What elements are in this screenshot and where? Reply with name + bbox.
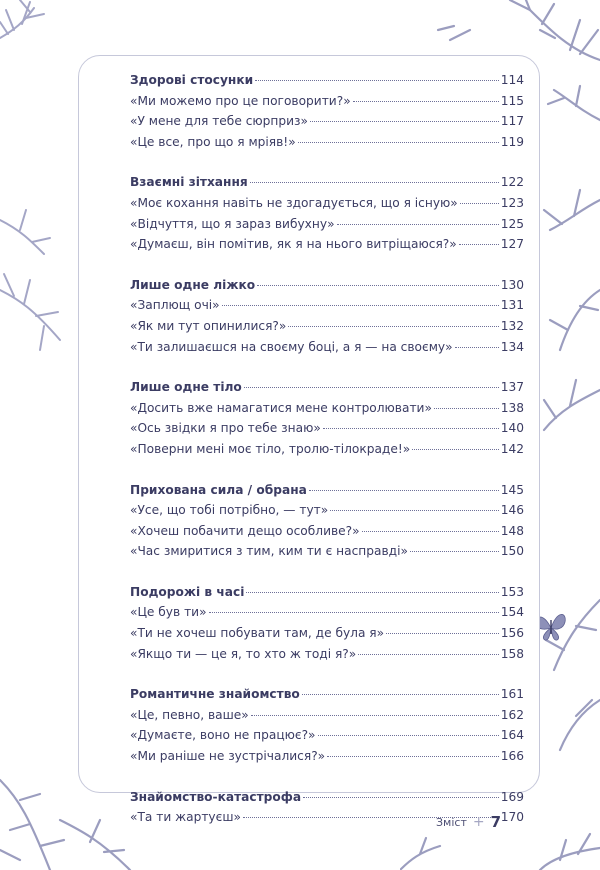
toc-entry[interactable]	[130, 135, 524, 156]
toc-entry-title: «Це, певно, ваше»	[130, 707, 249, 722]
page-footer	[436, 812, 501, 832]
toc-entry-title: «Ти залишаєшся на своєму боці, а я — на своєму»	[130, 339, 453, 354]
toc-section-heading-page: 122	[500, 175, 524, 190]
dot-leader	[222, 305, 499, 306]
toc-entry[interactable]	[130, 217, 524, 238]
page-number: 7	[490, 813, 502, 831]
toc-entry-title: «Час змиритися з тим, ким ти є насправді»	[130, 544, 408, 559]
toc-section-heading[interactable]	[130, 585, 524, 606]
toc-section-heading[interactable]	[130, 175, 524, 196]
dot-leader	[250, 182, 499, 183]
toc-section-heading-title: Прихована сила / обрана	[130, 482, 307, 497]
toc-entry[interactable]	[130, 340, 524, 361]
toc-entry-page: 140	[500, 421, 524, 436]
toc-section	[130, 687, 524, 769]
toc-entry-page: 146	[500, 503, 524, 518]
footer-separator: +	[472, 814, 485, 830]
toc-section	[130, 483, 524, 565]
toc-section-heading[interactable]	[130, 278, 524, 299]
toc-entry[interactable]	[130, 196, 524, 217]
toc-entry-page: 134	[500, 339, 524, 354]
dot-leader	[362, 531, 499, 532]
dot-leader	[353, 101, 499, 102]
toc-section-heading-title: Здорові стосунки	[130, 73, 254, 87]
dot-leader	[209, 612, 499, 613]
toc-entry-page: 117	[500, 114, 524, 129]
toc-entry[interactable]	[130, 503, 524, 524]
toc-entry[interactable]	[130, 401, 524, 422]
toc-section-heading-page: 169	[500, 789, 524, 804]
toc-section-heading[interactable]	[130, 380, 524, 401]
toc-entry[interactable]	[130, 442, 524, 463]
dot-leader	[323, 428, 499, 429]
toc-entry-title: «Моє кохання навіть не здогадується, що я існую»	[130, 195, 458, 210]
toc-entry[interactable]	[130, 94, 524, 115]
toc-entry[interactable]	[130, 114, 524, 135]
toc-section	[130, 73, 524, 155]
dot-leader	[309, 490, 499, 491]
toc-entry-title: «Думаєш, він помітив, як я на нього витріщаюся?»	[130, 237, 457, 252]
toc-entry-page: 131	[500, 298, 524, 313]
toc-entry-page: 132	[500, 318, 524, 333]
toc-entry-title: «Досить вже намагатися мене контролювати»	[130, 400, 432, 415]
toc-entry[interactable]	[130, 421, 524, 442]
toc-entry-page: 150	[500, 544, 524, 559]
dot-leader	[257, 285, 499, 286]
toc-entry-title: «Заплющ очі»	[130, 298, 220, 313]
tree-branch-left	[0, 180, 80, 360]
toc-entry[interactable]	[130, 298, 524, 319]
toc-entry-title: «Це був ти»	[130, 605, 207, 620]
toc-entry[interactable]	[130, 708, 524, 729]
dot-leader	[459, 244, 499, 245]
toc-entry-title: «Як ми тут опинилися?»	[130, 318, 287, 333]
dot-leader	[337, 224, 499, 225]
dot-leader	[434, 408, 499, 409]
toc-entry[interactable]	[130, 749, 524, 770]
toc-section-heading-page: 153	[500, 584, 524, 599]
toc-entry[interactable]	[130, 626, 524, 647]
dot-leader	[255, 80, 499, 81]
toc-entry-page: 158	[500, 646, 524, 661]
toc-entry-page: 170	[500, 810, 524, 825]
toc-entry-title: «Ми раніше не зустрічалися?»	[130, 749, 326, 764]
toc-section	[130, 175, 524, 257]
dot-leader	[330, 510, 498, 511]
toc-section-heading-title: Лише одне ліжко	[130, 277, 256, 292]
dot-leader	[455, 347, 499, 348]
dot-leader	[410, 551, 499, 552]
dot-leader	[310, 121, 499, 122]
toc-section-heading-page: 130	[500, 277, 524, 292]
dot-leader	[302, 694, 499, 695]
tree-branch-bottom-right	[400, 830, 600, 870]
toc-entry-page: 166	[500, 749, 524, 764]
toc-section-heading-title: Взаємні зітхання	[130, 175, 248, 190]
toc-section-heading[interactable]	[130, 790, 524, 811]
footer-section-label: Зміст	[436, 815, 467, 829]
toc-entry[interactable]	[130, 728, 524, 749]
toc-entry-page: 148	[500, 523, 524, 538]
dot-leader	[246, 592, 498, 593]
toc-section-heading-title: Подорожі в часі	[130, 584, 245, 599]
toc-entry-title: «Хочеш побачити дещо особливе?»	[130, 523, 360, 538]
toc-section-heading[interactable]	[130, 483, 524, 504]
dot-leader	[298, 142, 499, 143]
toc-entry-page: 164	[500, 728, 524, 743]
toc-entry-title: «У мене для тебе сюрприз»	[130, 114, 308, 129]
toc-section-heading[interactable]	[130, 73, 524, 94]
toc-entry[interactable]	[130, 605, 524, 626]
toc-entry-page: 138	[500, 400, 524, 415]
toc-entry-title: «Це все, про що я мріяв!»	[130, 134, 296, 149]
toc-entry-title: «Усе, що тобі потрібно, — тут»	[130, 503, 329, 518]
toc-section-heading-title: Знайомство-катастрофа	[130, 789, 302, 804]
toc-entry-title: «Поверни мені моє тіло, тролю-тілокраде!»	[130, 441, 411, 456]
dot-leader	[386, 633, 499, 634]
toc-entry-page: 162	[500, 707, 524, 722]
toc-entry-page: 142	[500, 441, 524, 456]
dot-leader	[358, 654, 499, 655]
toc-section-heading-page: 145	[500, 482, 524, 497]
dot-leader	[303, 797, 499, 798]
toc-section-heading[interactable]	[130, 687, 524, 708]
toc-section	[130, 380, 524, 462]
toc-section	[130, 585, 524, 667]
toc-entry-title: «Якщо ти — це я, то хто ж тоді я?»	[130, 646, 357, 661]
toc-section-heading-page: 114	[500, 73, 524, 87]
dot-leader	[412, 449, 499, 450]
toc-entry-page: 127	[500, 237, 524, 252]
tree-branch-top-left	[0, 0, 80, 70]
toc-entry-title: «Ти не хочеш побувати там, де була я»	[130, 626, 385, 641]
toc-section-heading-title: Лише одне тіло	[130, 380, 242, 395]
tree-branch-right	[540, 160, 600, 760]
toc-entry-page: 119	[500, 134, 524, 149]
toc-section	[130, 278, 524, 360]
toc-entry-title: «Ось звідки я про тебе знаю»	[130, 421, 321, 436]
dot-leader	[251, 715, 499, 716]
toc-entry[interactable]	[130, 647, 524, 668]
toc-section-heading-title: Романтичне знайомство	[130, 687, 300, 702]
toc-section-heading-page: 161	[500, 687, 524, 702]
toc-entry[interactable]	[130, 524, 524, 545]
toc-entry-page: 156	[500, 626, 524, 641]
toc-entry-title: «Відчуття, що я зараз вибухну»	[130, 216, 335, 231]
toc-entry[interactable]	[130, 237, 524, 258]
toc-entry-title: «Ми можемо про це поговорити?»	[130, 93, 351, 108]
toc-entry-title: «Та ти жартуєш»	[130, 810, 241, 825]
dot-leader	[460, 203, 499, 204]
toc-entry-page: 115	[500, 93, 524, 108]
toc-entry-page: 123	[500, 195, 524, 210]
dot-leader	[318, 735, 499, 736]
dot-leader	[288, 326, 498, 327]
toc-section-heading-page: 137	[500, 380, 524, 395]
toc-entry-page: 125	[500, 216, 524, 231]
toc-entry-page: 154	[500, 605, 524, 620]
toc-entry[interactable]	[130, 319, 524, 340]
toc-entry-title: «Думаєте, воно не працює?»	[130, 728, 316, 743]
dot-leader	[327, 756, 499, 757]
dot-leader	[244, 387, 499, 388]
toc-entry[interactable]	[130, 544, 524, 565]
